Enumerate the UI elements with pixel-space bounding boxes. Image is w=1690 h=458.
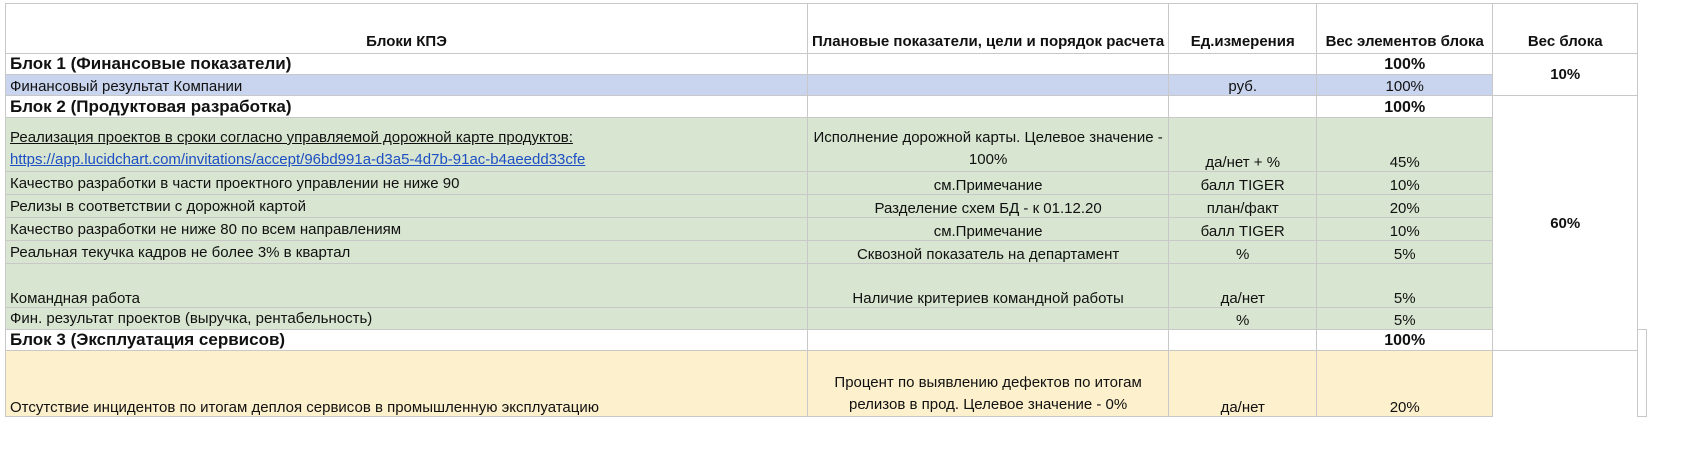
block1-element-weight[interactable]: 100% [1317,54,1493,75]
row-target[interactable]: Разделение схем БД - к 01.12.20 [808,195,1169,218]
row-target[interactable]: Сквозной показатель на департамент [808,241,1169,264]
table-row [6,308,1647,330]
row-weight[interactable]: 20% [1317,351,1493,417]
row-name[interactable]: Финансовый результат Компании [6,75,808,96]
row-unit[interactable]: % [1169,308,1317,330]
block1-title-row [6,54,1647,75]
row-weight[interactable]: 10% [1317,218,1493,241]
table-row [6,118,1647,172]
row-target[interactable]: Исполнение дорожной карты. Целевое значение - 100% [808,118,1169,172]
header-block-weight[interactable]: Вес блока [1493,4,1638,54]
row-unit[interactable]: балл TIGER [1169,218,1317,241]
header-unit[interactable]: Ед.измерения [1169,4,1317,54]
row-unit[interactable]: % [1169,241,1317,264]
row-name[interactable]: Качество разработки не ниже 80 по всем направлениям [6,218,808,241]
table-row [6,218,1647,241]
header-row [6,4,1647,54]
block3-unit-cell[interactable] [1169,330,1317,351]
header-blocks[interactable]: Блоки КПЭ [6,4,808,54]
table-row [6,351,1647,417]
table-row [6,75,1647,96]
block1-unit-cell[interactable] [1169,54,1317,75]
block1-title[interactable]: Блок 1 (Финансовые показатели) [6,54,808,75]
row-target[interactable]: Наличие критериев командной работы [808,264,1169,308]
row-weight[interactable]: 20% [1317,195,1493,218]
row-weight[interactable]: 5% [1317,241,1493,264]
row-unit[interactable]: план/факт [1169,195,1317,218]
block3-block-weight[interactable] [1638,330,1647,417]
header-element-weight[interactable]: Вес элементов блока [1317,4,1493,54]
block3-element-weight[interactable]: 100% [1317,330,1493,351]
block2-unit-cell[interactable] [1169,96,1317,118]
block1-block-weight[interactable]: 10% [1493,54,1638,96]
row-target[interactable]: см.Примечание [808,172,1169,195]
row-unit[interactable]: руб. [1169,75,1317,96]
block2-target-cell[interactable] [808,96,1169,118]
table-row [6,264,1647,308]
table-row [6,241,1647,264]
table-row [6,195,1647,218]
kpi-table [5,3,1647,417]
row-name[interactable]: Качество разработки в части проектного управлении не ниже 90 [6,172,808,195]
row-name[interactable]: Релизы в соответствии с дорожной картой [6,195,808,218]
lucidchart-link[interactable]: https://app.lucidchart.com/invitations/accept/96bd991a-d3a5-4d7b-91ac-b4aeedd33cfe [10,151,586,168]
row-unit[interactable]: да/нет [1169,351,1317,417]
row-name[interactable]: Фин. результат проектов (выручка, рентабельность) [6,308,808,330]
row-name: Реализация проектов в сроки согласно управляемой дорожной карте продуктов: [10,129,573,146]
row-name[interactable]: Отсутствие инцидентов по итогам деплоя сервисов в промышленную эксплуатацию [6,351,808,417]
block2-element-weight[interactable]: 100% [1317,96,1493,118]
block2-title-row [6,96,1647,118]
row-unit[interactable]: балл TIGER [1169,172,1317,195]
row-name[interactable]: Командная работа [6,264,808,308]
row-unit[interactable]: да/нет + % [1169,118,1317,172]
row-target[interactable] [808,75,1169,96]
row-weight[interactable]: 10% [1317,172,1493,195]
row-weight[interactable]: 5% [1317,264,1493,308]
row-unit[interactable]: да/нет [1169,264,1317,308]
block2-title[interactable]: Блок 2 (Продуктовая разработка) [6,96,808,118]
row-name-with-link[interactable] [6,118,808,172]
row-weight[interactable]: 45% [1317,118,1493,172]
row-name[interactable]: Реальная текучка кадров не более 3% в квартал [6,241,808,264]
table-row [6,172,1647,195]
row-target[interactable]: Процент по выявлению дефектов по итогам релизов в прод. Целевое значение - 0% [808,351,1169,417]
block3-target-cell[interactable] [808,330,1169,351]
row-target[interactable] [808,308,1169,330]
block3-title-row [6,330,1647,351]
block1-target-cell[interactable] [808,54,1169,75]
header-targets[interactable]: Плановые показатели, цели и порядок расчета [808,4,1169,54]
block3-title[interactable]: Блок 3 (Эксплуатация сервисов) [6,330,808,351]
row-weight[interactable]: 5% [1317,308,1493,330]
row-weight[interactable]: 100% [1317,75,1493,96]
block2-block-weight[interactable]: 60% [1493,96,1638,351]
row-target[interactable]: см.Примечание [808,218,1169,241]
